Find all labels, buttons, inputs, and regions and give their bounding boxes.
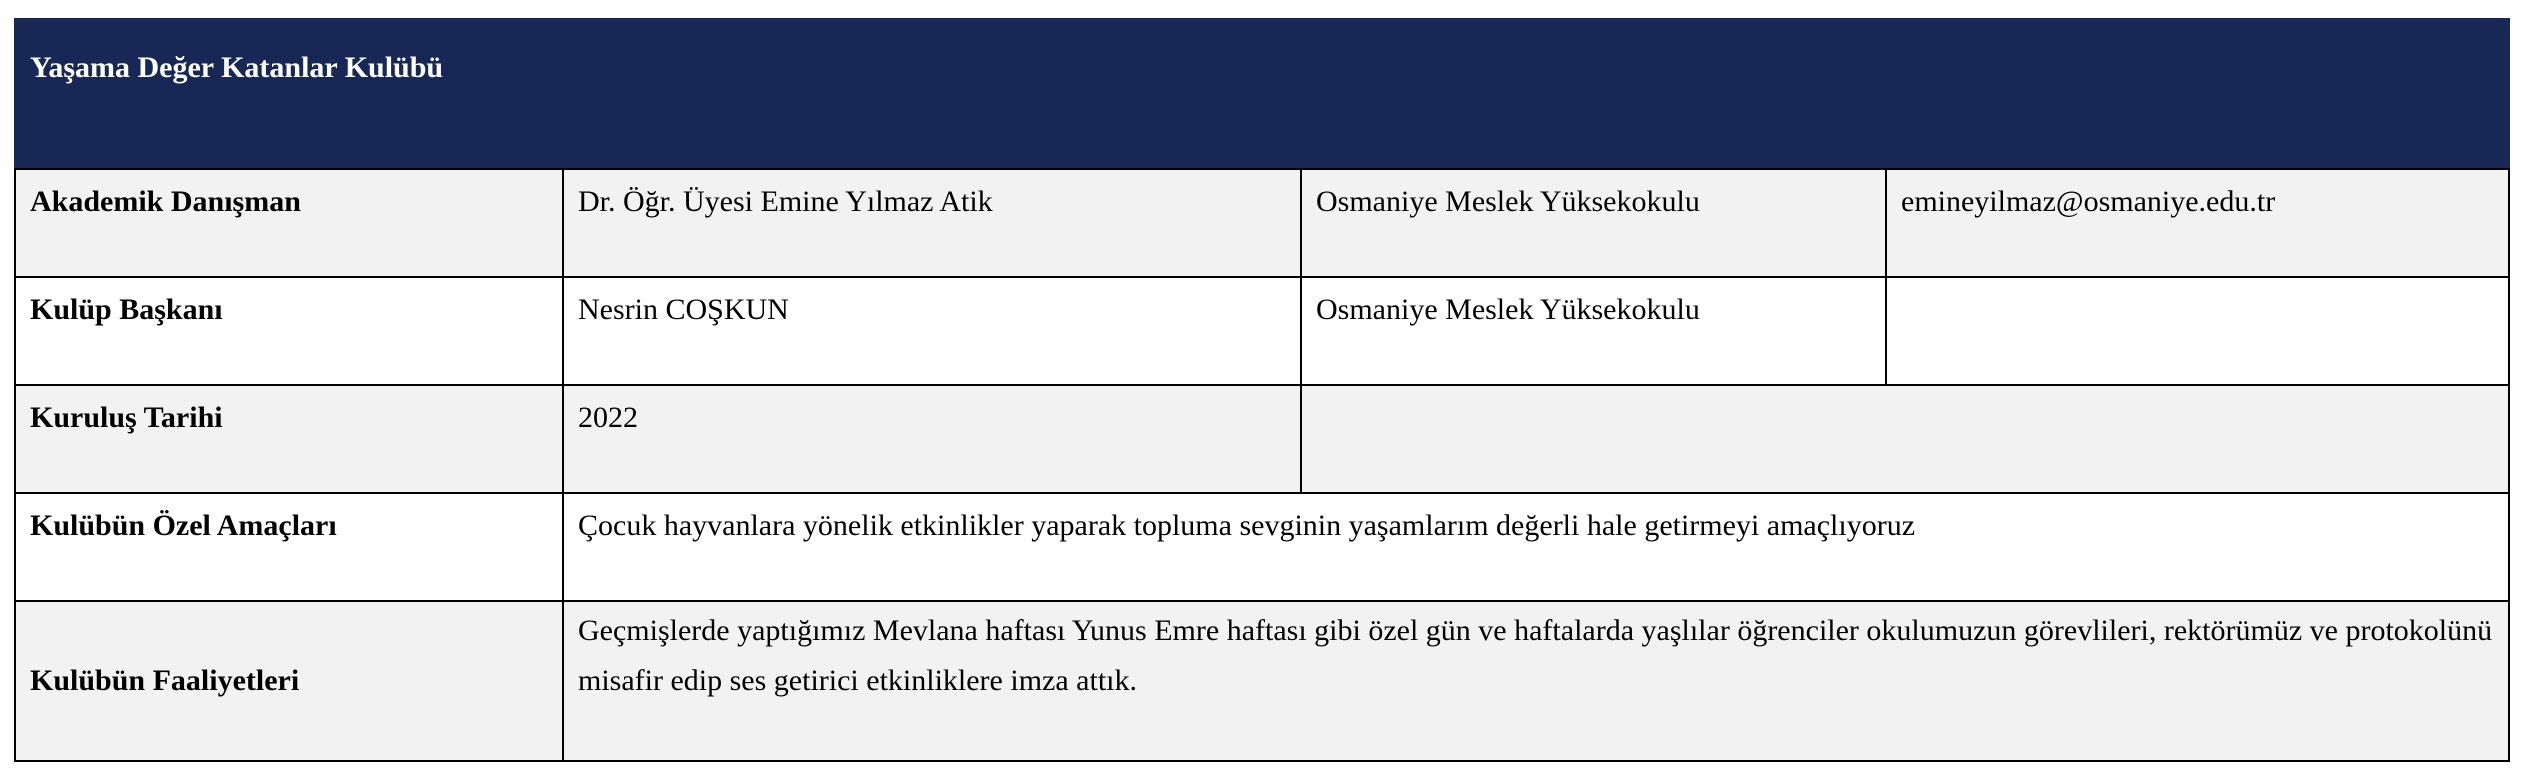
founded-label: Kuruluş Tarihi <box>15 385 563 493</box>
advisor-unit: Osmaniye Meslek Yüksekokulu <box>1301 169 1886 277</box>
founded-empty-cell <box>1301 385 2509 493</box>
president-email <box>1886 277 2509 385</box>
president-label: Kulüp Başkanı <box>15 277 563 385</box>
activities-value: Geçmişlerde yaptığımız Mevlana haftası Yunus Emre haftası gibi özel gün ve haftalarda yaşlılar öğrenciler okulumuzun görevlileri, rektörümüz ve protokolünü misafir edip ses getirici etkinliklere imza attık. <box>563 601 2509 761</box>
activities-label: Kulübün Faaliyetleri <box>15 601 563 761</box>
advisor-email: emineyilmaz@osmaniye.edu.tr <box>1886 169 2509 277</box>
goals-row <box>15 493 2509 601</box>
club-title: Yaşama Değer Katanlar Kulübü <box>15 19 2509 169</box>
founded-row <box>15 385 2509 493</box>
president-name: Nesrin COŞKUN <box>563 277 1301 385</box>
title-row <box>15 19 2509 169</box>
advisor-label: Akademik Danışman <box>15 169 563 277</box>
president-unit: Osmaniye Meslek Yüksekokulu <box>1301 277 1886 385</box>
goals-value: Çocuk hayvanlara yönelik etkinlikler yaparak topluma sevginin yaşamlarım değerli hale getirmeyi amaçlıyoruz <box>563 493 2509 601</box>
activities-row <box>15 601 2509 761</box>
president-row <box>15 277 2509 385</box>
founded-value: 2022 <box>563 385 1301 493</box>
club-info-table <box>14 18 2510 762</box>
advisor-row <box>15 169 2509 277</box>
advisor-name: Dr. Öğr. Üyesi Emine Yılmaz Atik <box>563 169 1301 277</box>
goals-label: Kulübün Özel Amaçları <box>15 493 563 601</box>
